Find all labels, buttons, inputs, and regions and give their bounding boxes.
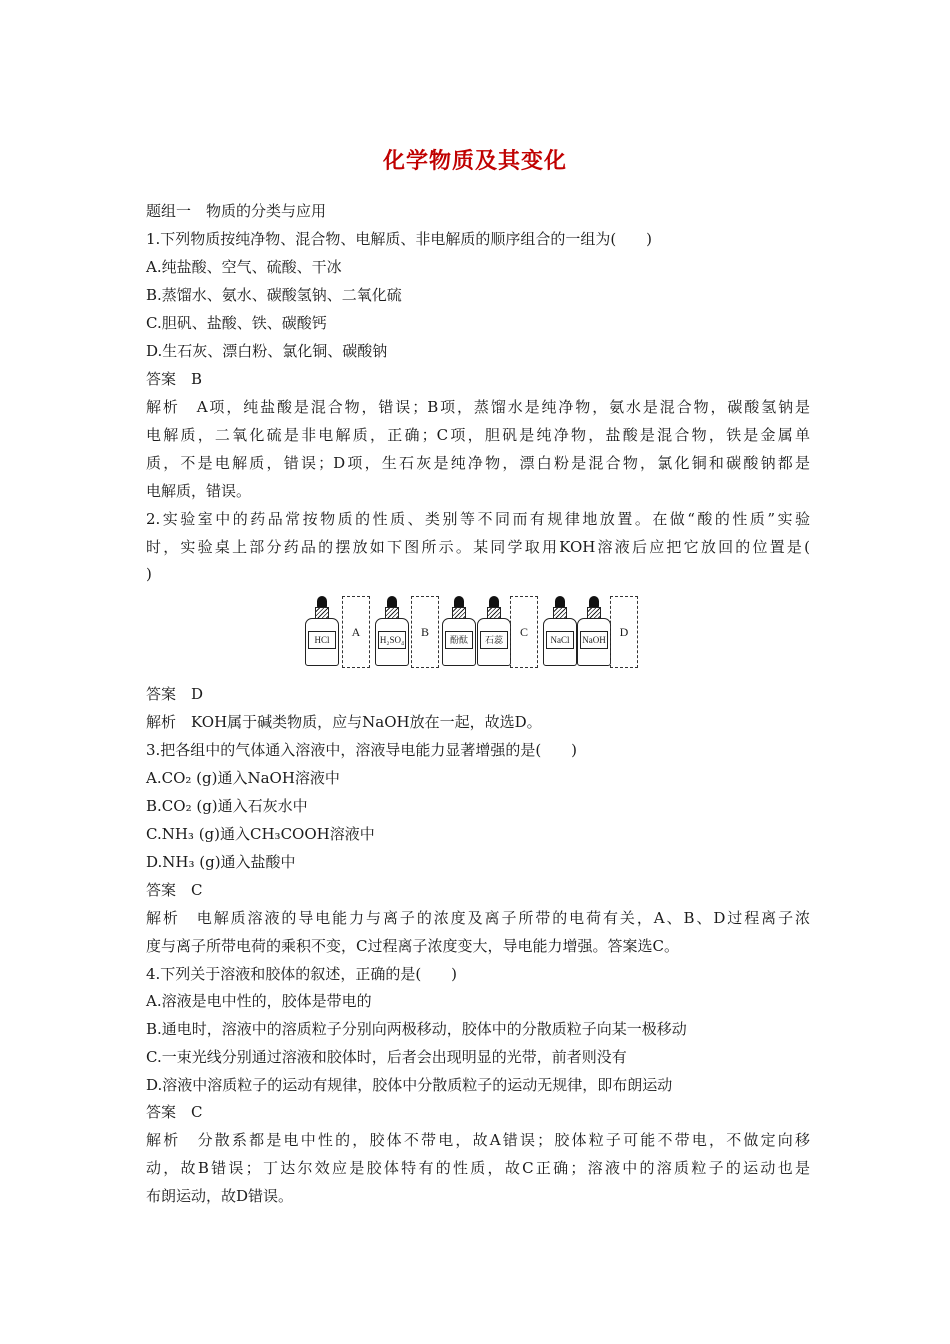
reagent-bottle [441, 596, 477, 668]
option-4b: B.通电时，溶液中的溶质粒子分别向两极移动，胶体中的分散质粒子向某一极移动 [146, 1020, 687, 1038]
slot-box: D [610, 596, 638, 668]
bottle-label: H₂SO₄ [378, 631, 406, 649]
reagent-bottle [476, 596, 512, 668]
section-heading: 题组一 物质的分类与应用 [146, 202, 327, 220]
explanation-4-line-1: 解析 分散系都是电中性的，胶体不带电，故A错误；胶体粒子可能不带电，不做定向移 [146, 1131, 810, 1149]
option-1b: B.蒸馏水、氨水、碳酸氢钠、二氧化硫 [146, 286, 402, 304]
answer-1: 答案 B [146, 370, 203, 388]
explanation-4-line-3: 布朗运动，故D错误。 [146, 1187, 294, 1205]
slot-box: C [510, 596, 538, 668]
explanation-4-line-2: 动，故B错误；丁达尔效应是胶体特有的性质，故C正确；溶液中的溶质粒子的运动也是 [146, 1159, 810, 1177]
explanation-1-line-2: 电解质，二氧化硫是非电解质，正确；C项，胆矾是纯净物，盐酸是混合物，铁是金属单 [146, 426, 810, 444]
reagent-shelf-figure [300, 592, 640, 672]
explanation-2: 解析 KOH属于碱类物质，应与NaOH放在一起，故选D。 [146, 713, 542, 731]
option-4a: A.溶液是电中性的，胶体是带电的 [146, 992, 372, 1010]
option-3a: A.CO₂ (g)通入NaOH溶液中 [146, 769, 340, 787]
reagent-bottle [576, 596, 612, 668]
explanation-1-line-1: 解析 A项，纯盐酸是混合物，错误；B项，蒸馏水是纯净物，氨水是混合物，碳酸氢钠是 [146, 398, 810, 416]
question-2-line-1: 2.实验室中的药品常按物质的性质、类别等不同而有规律地放置。在做“酸的性质”实验 [146, 510, 810, 528]
option-3c: C.NH₃ (g)通入CH₃COOH溶液中 [146, 825, 375, 843]
option-1d: D.生石灰、漂白粉、氯化铜、碳酸钠 [146, 342, 388, 360]
question-2-line-2: 时，实验桌上部分药品的摆放如下图所示。某同学取用KOH溶液后应把它放回的位置是( [146, 538, 810, 556]
bottle-label: NaCl [546, 631, 574, 649]
bottle-label: 石蕊 [480, 631, 508, 649]
option-1c: C.胆矾、盐酸、铁、碳酸钙 [146, 314, 327, 332]
option-4c: C.一束光线分别通过溶液和胶体时，后者会出现明显的光带，前者则没有 [146, 1048, 627, 1066]
question-1: 1.下列物质按纯净物、混合物、电解质、非电解质的顺序组合的一组为( ) [146, 230, 653, 248]
question-2-line-3: ) [146, 565, 152, 583]
explanation-3-line-2: 度与离子所带电荷的乘积不变，C过程离子浓度变大，导电能力增强。答案选C。 [146, 937, 679, 955]
answer-2: 答案 D [146, 685, 204, 703]
explanation-1-line-3: 质，不是电解质，错误；D项，生石灰是纯净物，漂白粉是混合物，氯化铜和碳酸钠都是 [146, 454, 810, 472]
bottle-label: HCl [308, 631, 336, 649]
answer-3: 答案 C [146, 881, 203, 899]
explanation-1-line-4: 电解质，错误。 [146, 482, 252, 500]
reagent-bottle [374, 596, 410, 668]
reagent-bottle [542, 596, 578, 668]
question-4: 4.下列关于溶液和胶体的叙述，正确的是( ) [146, 965, 458, 983]
option-3b: B.CO₂ (g)通入石灰水中 [146, 797, 308, 815]
explanation-3-line-1: 解析 电解质溶液的导电能力与离子的浓度及离子所带的电荷有关，A、B、D过程离子浓 [146, 909, 810, 927]
reagent-bottle [304, 596, 340, 668]
bottle-label: 酚酞 [445, 631, 473, 649]
option-4d: D.溶液中溶质粒子的运动有规律，胶体中分散质粒子的运动无规律，即布朗运动 [146, 1076, 673, 1094]
bottle-label: NaOH [580, 631, 608, 649]
answer-4: 答案 C [146, 1103, 203, 1121]
option-3d: D.NH₃ (g)通入盐酸中 [146, 853, 296, 871]
option-1a: A.纯盐酸、空气、硫酸、干冰 [146, 258, 342, 276]
page-title: 化学物质及其变化 [382, 149, 567, 174]
slot-box: B [411, 596, 439, 668]
slot-box: A [342, 596, 370, 668]
question-3: 3.把各组中的气体通入溶液中，溶液导电能力显著增强的是( ) [146, 741, 578, 759]
